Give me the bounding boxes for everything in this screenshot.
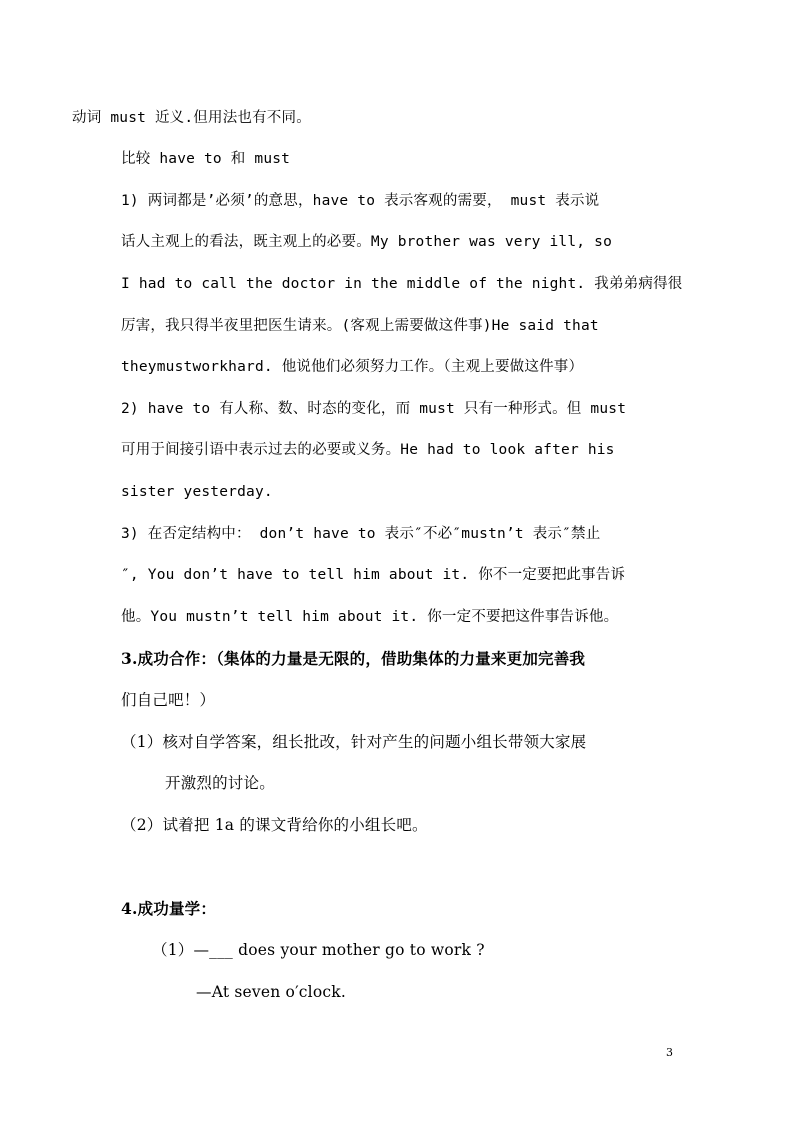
text-line-8: 2) have to 有人称、数、时态的变化，而 must 只有一种形式。但 must	[121, 401, 627, 417]
task-item-2: （2）试着把 1a 的课文背给你的小组长吧。	[121, 816, 428, 834]
text-line-5: I had to call the doctor in the middle of the night. 我弟弟病得很	[121, 276, 683, 292]
text-line-6: 厉害，我只得半夜里把医生请来。(客观上需要做这件事)He said that	[121, 318, 599, 334]
text-line-13: 他。You mustn’t tell him about it. 你一定不要把这件事告诉他。	[121, 609, 619, 625]
text-line-14: 们自己吧！）	[121, 691, 216, 709]
text-line-2: 比较 have to 和 must	[121, 151, 291, 167]
text-line-3: 1) 两词都是’必须’的意思，have to 表示客观的需要， must 表示说	[121, 193, 600, 209]
text-line-9: 可用于间接引语中表示过去的必要或义务。He had to look after his	[121, 442, 615, 458]
quiz-answer-1: —At seven o′clock.	[196, 983, 346, 1001]
section-heading-cooperation: 3.成功合作：（集体的力量是无限的，借助集体的力量来更加完善我	[121, 649, 586, 668]
text-line-4: 话人主观上的看法，既主观上的必要。My brother was very ill, so	[121, 234, 613, 250]
text-line-1: 动词 must 近义.但用法也有不同。	[72, 110, 311, 126]
quiz-question-1: （1）—___ does your mother go to work ?	[152, 941, 485, 959]
text-line-12: ″, You don’t have to tell him about it. 你不一定要把此事告诉	[121, 567, 626, 583]
page-number: 3	[666, 1046, 673, 1059]
text-line-11: 3) 在否定结构中： don’t have to 表示″不必″mustn’t 表示″禁止	[121, 526, 601, 542]
section-heading-quiz: 4.成功量学：	[121, 899, 217, 918]
task-item-1: （1）核对自学答案，组长批改，针对产生的问题小组长带领大家展	[121, 733, 587, 751]
task-item-1-continuation: 开激烈的讨论。	[165, 774, 275, 792]
text-line-10: sister yesterday.	[121, 484, 273, 500]
text-line-7: theymustworkhard. 他说他们必须努力工作。（主观上要做这件事）	[121, 359, 584, 375]
